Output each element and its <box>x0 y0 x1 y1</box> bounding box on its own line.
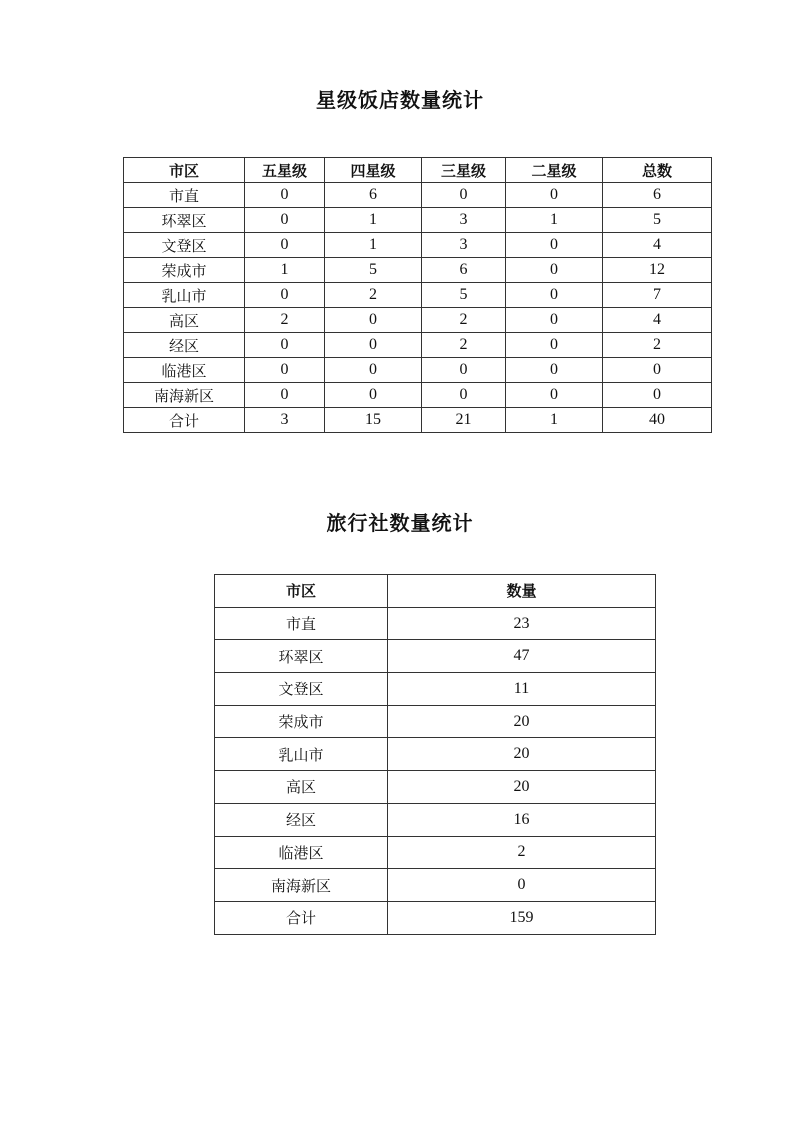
column-header: 四星级 <box>325 158 422 183</box>
count-cell: 0 <box>245 383 325 408</box>
count-cell: 2 <box>325 283 422 308</box>
table-header-row <box>215 575 656 608</box>
table-row <box>215 607 656 640</box>
count-cell: 0 <box>245 283 325 308</box>
table-header-row <box>124 158 712 183</box>
region-cell: 临港区 <box>124 358 245 383</box>
count-cell: 3 <box>422 208 506 233</box>
count-cell: 1 <box>325 208 422 233</box>
column-header: 市区 <box>215 575 388 608</box>
region-cell: 荣成市 <box>215 705 388 738</box>
column-header: 总数 <box>603 158 712 183</box>
table-row <box>124 408 712 433</box>
table-row <box>215 869 656 902</box>
count-cell: 0 <box>506 358 603 383</box>
count-cell: 0 <box>506 258 603 283</box>
count-cell: 47 <box>388 640 656 673</box>
count-cell: 0 <box>603 383 712 408</box>
count-cell: 4 <box>603 308 712 333</box>
table-row <box>215 771 656 804</box>
count-cell: 5 <box>422 283 506 308</box>
region-cell: 临港区 <box>215 836 388 869</box>
count-cell: 0 <box>506 233 603 258</box>
column-header: 三星级 <box>422 158 506 183</box>
table-row <box>215 705 656 738</box>
region-cell: 高区 <box>124 308 245 333</box>
hotel-table-title: 星级饭店数量统计 <box>316 88 484 112</box>
count-cell: 0 <box>388 869 656 902</box>
count-cell: 2 <box>388 836 656 869</box>
count-cell: 12 <box>603 258 712 283</box>
count-cell: 159 <box>388 901 656 934</box>
count-cell: 0 <box>245 358 325 383</box>
count-cell: 4 <box>603 233 712 258</box>
count-cell: 2 <box>603 333 712 358</box>
count-cell: 11 <box>388 673 656 706</box>
count-cell: 7 <box>603 283 712 308</box>
region-cell: 合计 <box>215 901 388 934</box>
count-cell: 5 <box>325 258 422 283</box>
table-row <box>215 836 656 869</box>
region-cell: 经区 <box>215 803 388 836</box>
count-cell: 0 <box>603 358 712 383</box>
count-cell: 2 <box>422 308 506 333</box>
agency-table-title: 旅行社数量统计 <box>326 511 474 535</box>
region-cell: 环翠区 <box>124 208 245 233</box>
count-cell: 0 <box>245 333 325 358</box>
count-cell: 0 <box>506 308 603 333</box>
region-cell: 乳山市 <box>215 738 388 771</box>
count-cell: 0 <box>506 333 603 358</box>
region-cell: 市直 <box>215 607 388 640</box>
count-cell: 16 <box>388 803 656 836</box>
count-cell: 1 <box>506 208 603 233</box>
column-header: 五星级 <box>245 158 325 183</box>
count-cell: 6 <box>325 183 422 208</box>
count-cell: 0 <box>422 358 506 383</box>
count-cell: 6 <box>603 183 712 208</box>
count-cell: 5 <box>603 208 712 233</box>
count-cell: 15 <box>325 408 422 433</box>
count-cell: 0 <box>506 283 603 308</box>
count-cell: 3 <box>422 233 506 258</box>
table-row <box>124 208 712 233</box>
table-row <box>124 308 712 333</box>
table-row <box>124 358 712 383</box>
region-cell: 南海新区 <box>215 869 388 902</box>
count-cell: 0 <box>506 383 603 408</box>
count-cell: 0 <box>245 208 325 233</box>
count-cell: 0 <box>422 183 506 208</box>
count-cell: 6 <box>422 258 506 283</box>
count-cell: 0 <box>325 308 422 333</box>
table-row <box>124 233 712 258</box>
region-cell: 市直 <box>124 183 245 208</box>
count-cell: 20 <box>388 738 656 771</box>
count-cell: 0 <box>506 183 603 208</box>
region-cell: 文登区 <box>215 673 388 706</box>
count-cell: 1 <box>245 258 325 283</box>
table-row <box>124 333 712 358</box>
count-cell: 2 <box>422 333 506 358</box>
table-row <box>215 901 656 934</box>
count-cell: 0 <box>245 183 325 208</box>
column-header: 数量 <box>388 575 656 608</box>
count-cell: 0 <box>325 358 422 383</box>
region-cell: 南海新区 <box>124 383 245 408</box>
column-header: 市区 <box>124 158 245 183</box>
region-cell: 经区 <box>124 333 245 358</box>
table-row <box>215 673 656 706</box>
table-row <box>215 738 656 771</box>
count-cell: 2 <box>245 308 325 333</box>
count-cell: 20 <box>388 771 656 804</box>
table-row <box>124 183 712 208</box>
count-cell: 21 <box>422 408 506 433</box>
region-cell: 高区 <box>215 771 388 804</box>
region-cell: 合计 <box>124 408 245 433</box>
count-cell: 3 <box>245 408 325 433</box>
table-row <box>124 258 712 283</box>
count-cell: 1 <box>325 233 422 258</box>
region-cell: 环翠区 <box>215 640 388 673</box>
region-cell: 荣成市 <box>124 258 245 283</box>
count-cell: 20 <box>388 705 656 738</box>
hotel-count-table <box>123 157 712 433</box>
count-cell: 0 <box>422 383 506 408</box>
table-row <box>124 283 712 308</box>
count-cell: 0 <box>325 383 422 408</box>
travel-agency-count-table <box>214 574 656 935</box>
column-header: 二星级 <box>506 158 603 183</box>
count-cell: 0 <box>325 333 422 358</box>
count-cell: 1 <box>506 408 603 433</box>
count-cell: 40 <box>603 408 712 433</box>
region-cell: 文登区 <box>124 233 245 258</box>
count-cell: 23 <box>388 607 656 640</box>
table-row <box>215 640 656 673</box>
count-cell: 0 <box>245 233 325 258</box>
table-row <box>215 803 656 836</box>
region-cell: 乳山市 <box>124 283 245 308</box>
table-row <box>124 383 712 408</box>
